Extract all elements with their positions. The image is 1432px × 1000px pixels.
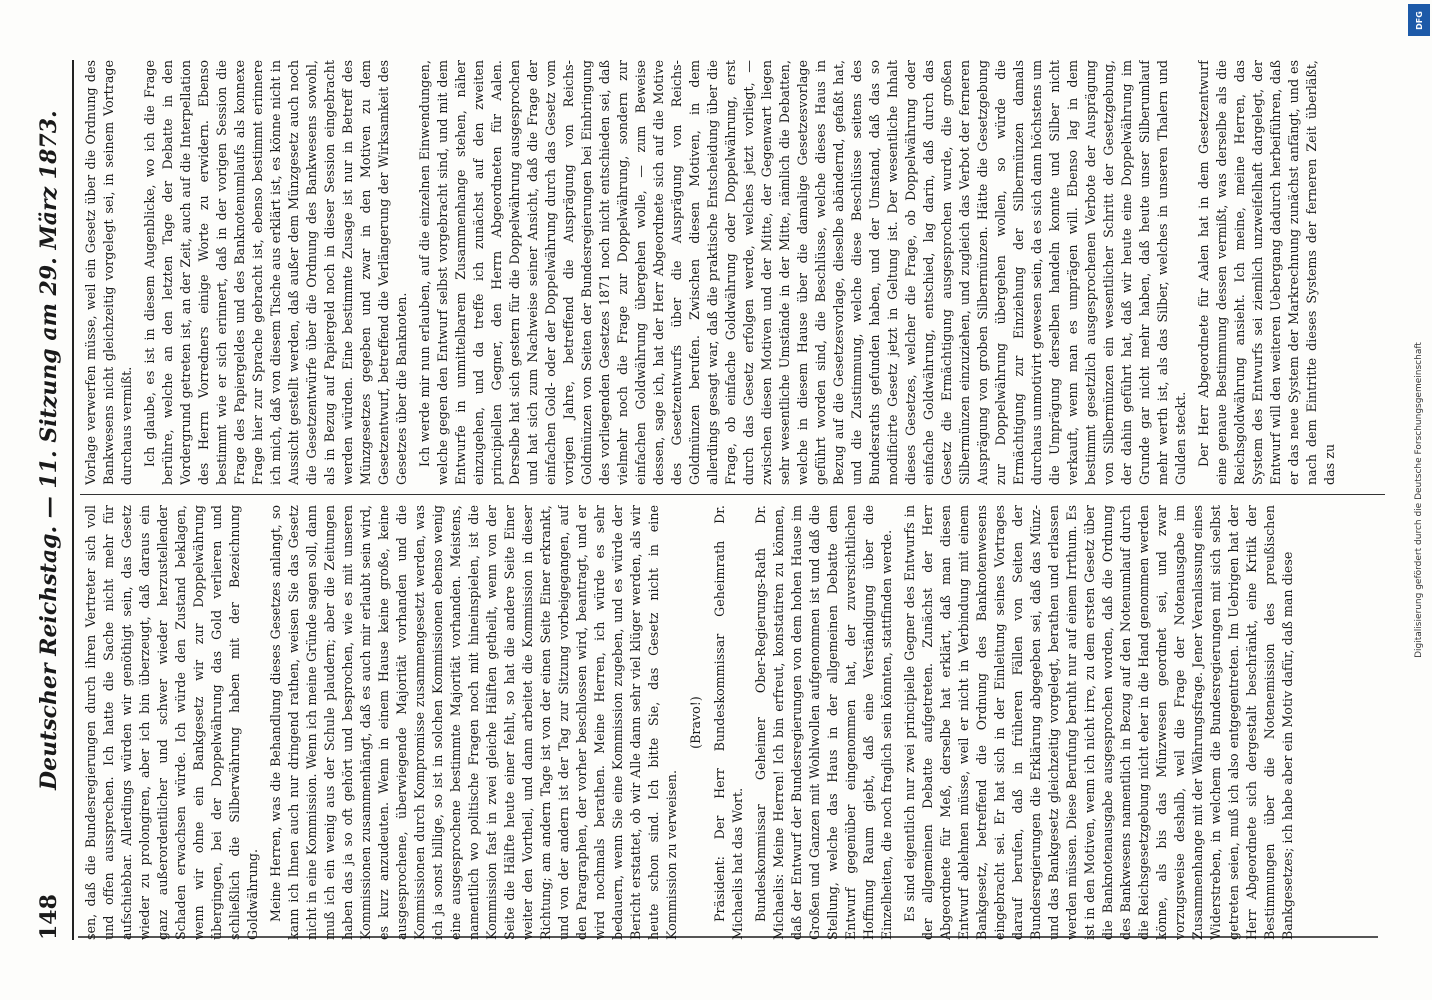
text-column-right xyxy=(82,60,1387,485)
paragraph: Vorlage verwerfen müsse, weil ein Gesetz über die Ordnung des Bankwesens nicht gleichzeitig vorgelegt sei, in seinem Vortrage durchaus vermißt. xyxy=(83,60,134,485)
paragraph: Meine Herren, was die Behandlung dieses Gesetzes anlangt, so kann ich Ihnen auch nur dringend rathen, weisen Sie das Gesetz nicht in eine Kommission. Wenn ich meine Gründe sagen soll, dann muß ich ein wenig aus der Schule plaudern; aber die Zeitungen haben das ja so oft gehört und besprochen, wie es mit unseren Kommissionen zusammenhängt, daß es auch mir erlaubt sein wird, es kurz anzudeuten. Wenn in einem Hause keine große, keine ausgesprochene, überwiegende Majorität vorhanden und die Kommissionen durch Kompromisse zusammengesetzt werden, was ich ja sonst billige, so ist in solchen Kommissionen ebenso wenig eine ausgesprochene bestimmte Majorität vorhanden. Meistens, namentlich wo politische Fragen noch mit hineinspielen, ist die Kommission fast in zwei gleiche Hälften getheilt, wenn von der Seite die Hälfte heute einer fehlt, so hat die andere Seite Einer weiter den Vortheil, und dann arbeitet die Kommission in dieser Richtung; am andern Tage ist von der einen Seite Einer erkrankt, und von der andern ist der Tag zur Sitzung vorbeigegangen, auf den Paragraphen, der vorher beschlossen wird, beantragt, und er wird nochmals berathen. Meine Herren, ich würde es sehr bedauern, wenn Sie eine Kommission zugeben, und es würde der Bericht erstattet, ob wir Alle dann sehr viel klüger werden, als wir heute schon sind. Ich bitte Sie, das Gesetz nicht in eine Kommission zu verweisen. xyxy=(268,505,679,940)
digitization-credit-text: Digitalisierung gefördert durch die Deutsche Forschungsgemeinschaft xyxy=(1414,342,1424,658)
dfg-logo: DFG xyxy=(1408,4,1430,36)
paragraph: Bundeskommissar Geheimer Ober-Regierungs-Rath Dr. Michaelis: Meine Herren! Ich bin erfreut, konstatiren zu können, daß der Entwurf der Bundesregierungen von dem hohen Hause im Großen und Ganzen mit Wohlwollen aufgenommen ist und daß die Stellung, welche das Haus in der allgemeinen Debatte dem Entwurf gegenüber eingenommen hat, der zuversichtlichen Hoffnung Raum giebt, daß eine Verständigung über die Einzelheiten, die noch fraglich sein könnten, stattfinden werde. xyxy=(753,505,894,940)
page-running-title: Deutscher Reichstag. — 11. Sitzung am 29. März 1873. xyxy=(36,110,62,790)
paragraph: Es sind eigentlich nur zwei principielle Gegner des Entwurfs in der allgemeinen Debatte aufgetreten. Zunächst der Herr Abgeordnete für Meß, derselbe hat erklärt, daß man diesen Entwurf ablehnen müsse, weil er nicht in Verbindung mit einem Bankgesetz, betreffend die Ordnung des Banknotenwesens eingebracht sei. Er hat sich in der Einleitung seines Vortrages darauf berufen, daß in früheren Fällen von Seiten der Bundesregierungen die Erklärung abgegeben sei, daß das Münz- und das Bankgesetz gleichzeitig vorgelegt, berathen und erlassen werden müssen. Diese Berufung beruht nur auf einem Irrthum. Es ist in den Motiven, wenn ich nicht irre, zu dem ersten Gesetz über die Banknotenausgabe ausgesprochen worden, daß die Ordnung des Bankwesens namentlich in Bezug auf den Notenumlauf durch die Reichsgesetzgebung nicht eher in die Hand genommen werden könne, als bis das Münzwesen geordnet sei, und zwar vorzugsweise deshalb, weil die Frage der Notenausgabe im Zusammenhange mit der Währungsfrage. Jener Veranlassung eines Widerstreben, in welchem die Bundesregierungen mit sich selbst getreten seien, muß ich also entgegentreten. Im Uebrigen hat der Herr Abgeordnete sich dergestalt beschränkt, eine Kritik der Bestimmungen über die Notenemission des preußischen Bankgesetzes; ich habe aber ein Motiv dafür, daß man diese xyxy=(902,505,1295,940)
paragraph: Der Herr Abgeordnete für Aalen hat in dem Gesetzentwurf eine genaue Bestimmung dessen vermißt, was derselbe als die Reichsgoldwährung ansieht. Ich meine, meine Herren, das System des Entwurfs sei ziemlich unzweifelhaft dargelegt, der Entwurf will den weiteren Uebergang dadurch herbeiführen, daß er das neue System der Markrechnung zunächst anfängt, und es nach dem Eintritte dieses Systems der ferneren Zeit überläßt, das zu xyxy=(1196,60,1337,485)
paragraph: Ich glaube, es ist in diesem Augenblicke, wo ich die Frage berühre, welche an den letzten Tage der Debatte in den Vordergrund getreten ist, an der Zeit, auch auf die Interpellation des Herrn Vorredners einige Worte zu erwidern. Ebenso bestimmt wie er sich erinnert, daß in der vorigen Session die Frage des Papiergeldes und des Banknotenumlaufs als konnexe Frage hier zur Sprache gebracht ist, ebenso bestimmt erinnere ich mich, daß von diesem Tische aus erklärt ist, es könne nicht in Aussicht gestellt werden, daß außer dem Münzgesetz auch noch die Gesetzentwürfe über die Ordnung des Bankwesens sowohl, als in Bezug auf Papiergeld noch in dieser Session eingebracht werden würden. Eine bestimmte Zusage ist nur in Betreff des Münzgesetzes gegeben und zwar in den Motiven zu dem Gesetzentwurf, betreffend die Verlängerung der Wirksamkeit des Gesetzes über die Banknoten. xyxy=(142,60,409,485)
column-divider xyxy=(80,494,1385,495)
page-number: 148 xyxy=(36,894,62,940)
page-header xyxy=(30,60,74,940)
paragraph: sen, daß die Bundesregierungen durch ihren Vertreter sich voll und offen aussprechen. Ich hatte die Sache nicht mehr für aufschiebbar. Allerdings würden wir genöthigt sein, das Gesetz wieder zu prolongiren, aber ich bin überzeugt, daß daraus ein ganz außerordentlicher und schwer wieder herzustellender Schaden erwachsen würde. Ich würde den Zustand beklagen, wenn wir ohne ein Bankgesetz wir zur Doppelwährung übergingen, bei der Doppelwährung das Gold verlieren und schließlich die Silberwährung haben mit der Bezeichnung Goldwährung. xyxy=(83,505,260,940)
president-announcement: Präsident: Der Herr Bundeskommissar Geheimrath Dr. Michaelis hat das Wort. xyxy=(712,505,745,940)
paragraph: Ich werde mir nun erlauben, auf die einzelnen Einwendungen, welche gegen den Entwurf selbst vorgebracht sind, und mit dem Entwurfe in unmittelbarem Zusammenhange stehen, näher einzugehen, und da treffe ich zunächst auf den zweiten principiellen Gegner, den Herrn Abgeordneten für Aalen. Derselbe hat sich gestern für die Doppelwährung ausgesprochen und hat sich zum Nachweise seiner Ansicht, daß die Frage der einfachen Gold- oder der Doppelwährung durch das Gesetz vom vorigen Jahre, betreffend die Ausprägung von Reichs-Goldmünzen von Seiten der Bundesregierungen bei Einbringung des vorliegenden Gesetzes 1871 noch nicht entschieden sei, daß vielmehr noch die Frage zur Doppelwährung, sondern zur einfachen Goldwährung übergehen wolle, — zum Beweise dessen, sage ich, hat der Herr Abgeordnete sich auf die Motive des Gesetzentwurfs über die Ausprägung von Reichs-Goldmünzen berufen. Zwischen diesen Motiven, in dem allerdings gesagt war, daß die praktische Entscheidung über die Frage, ob einfache Goldwährung oder Doppelwährung, erst durch das Gesetz erfolgen werde, welches jetzt vorliegt, — zwischen diesen Motiven und der Mitte, der Gegenwart liegen sehr wesentliche Umstände in der Mitte, nämlich die Debatten, welche in diesem Hause über die damalige Gesetzesvorlage geführt worden sind, die Beschlüsse, welche dieses Haus in Bezug auf die Gesetzesvorlage, dieselbe abändernd, gefaßt hat, und die Zustimmung, welche diese Beschlüsse seitens des Bundesraths gefunden haben, und der Umstand, daß das so modificirte Gesetz jetzt in Geltung ist. Der wesentliche Inhalt dieses Gesetzes, welcher die Frage, ob Doppelwährung oder einfache Goldwährung, entschied, lag darin, daß durch das Gesetz die Ermächtigung ausgesprochen wurde, die großen Silbermünzen einzuziehen, und zugleich das Verbot der ferneren Ausprägung von groben Silbermünzen. Hätte die Gesetzgebung zur Doppelwährung übergehen wollen, so würde die Ermächtigung zur Einziehung der Silbermünzen damals durchaus unmotivirt gewesen sein, da es sich dann höchstens um die Umprägung derselben handeln konnte und Silber nicht verkauft, wenn man es umprägen will. Ebenso lag in dem bestimmt gesetzlich ausgesprochenen Verbote der Ausprägung von Silbermünzen ein wesentlicher Schritt der Gesetzgebung, der dahin geführt hat, daß wir heute eine Doppelwährung im Grunde gar nicht mehr haben, daß heute unser Silberumlauf mehr werth ist, als das Silber, welches in unseren Thalern und Gulden steckt. xyxy=(417,60,1188,485)
text-column-left xyxy=(82,505,1387,940)
digitization-credit xyxy=(1410,40,1428,960)
applause-note: (Bravo!) xyxy=(688,696,703,749)
